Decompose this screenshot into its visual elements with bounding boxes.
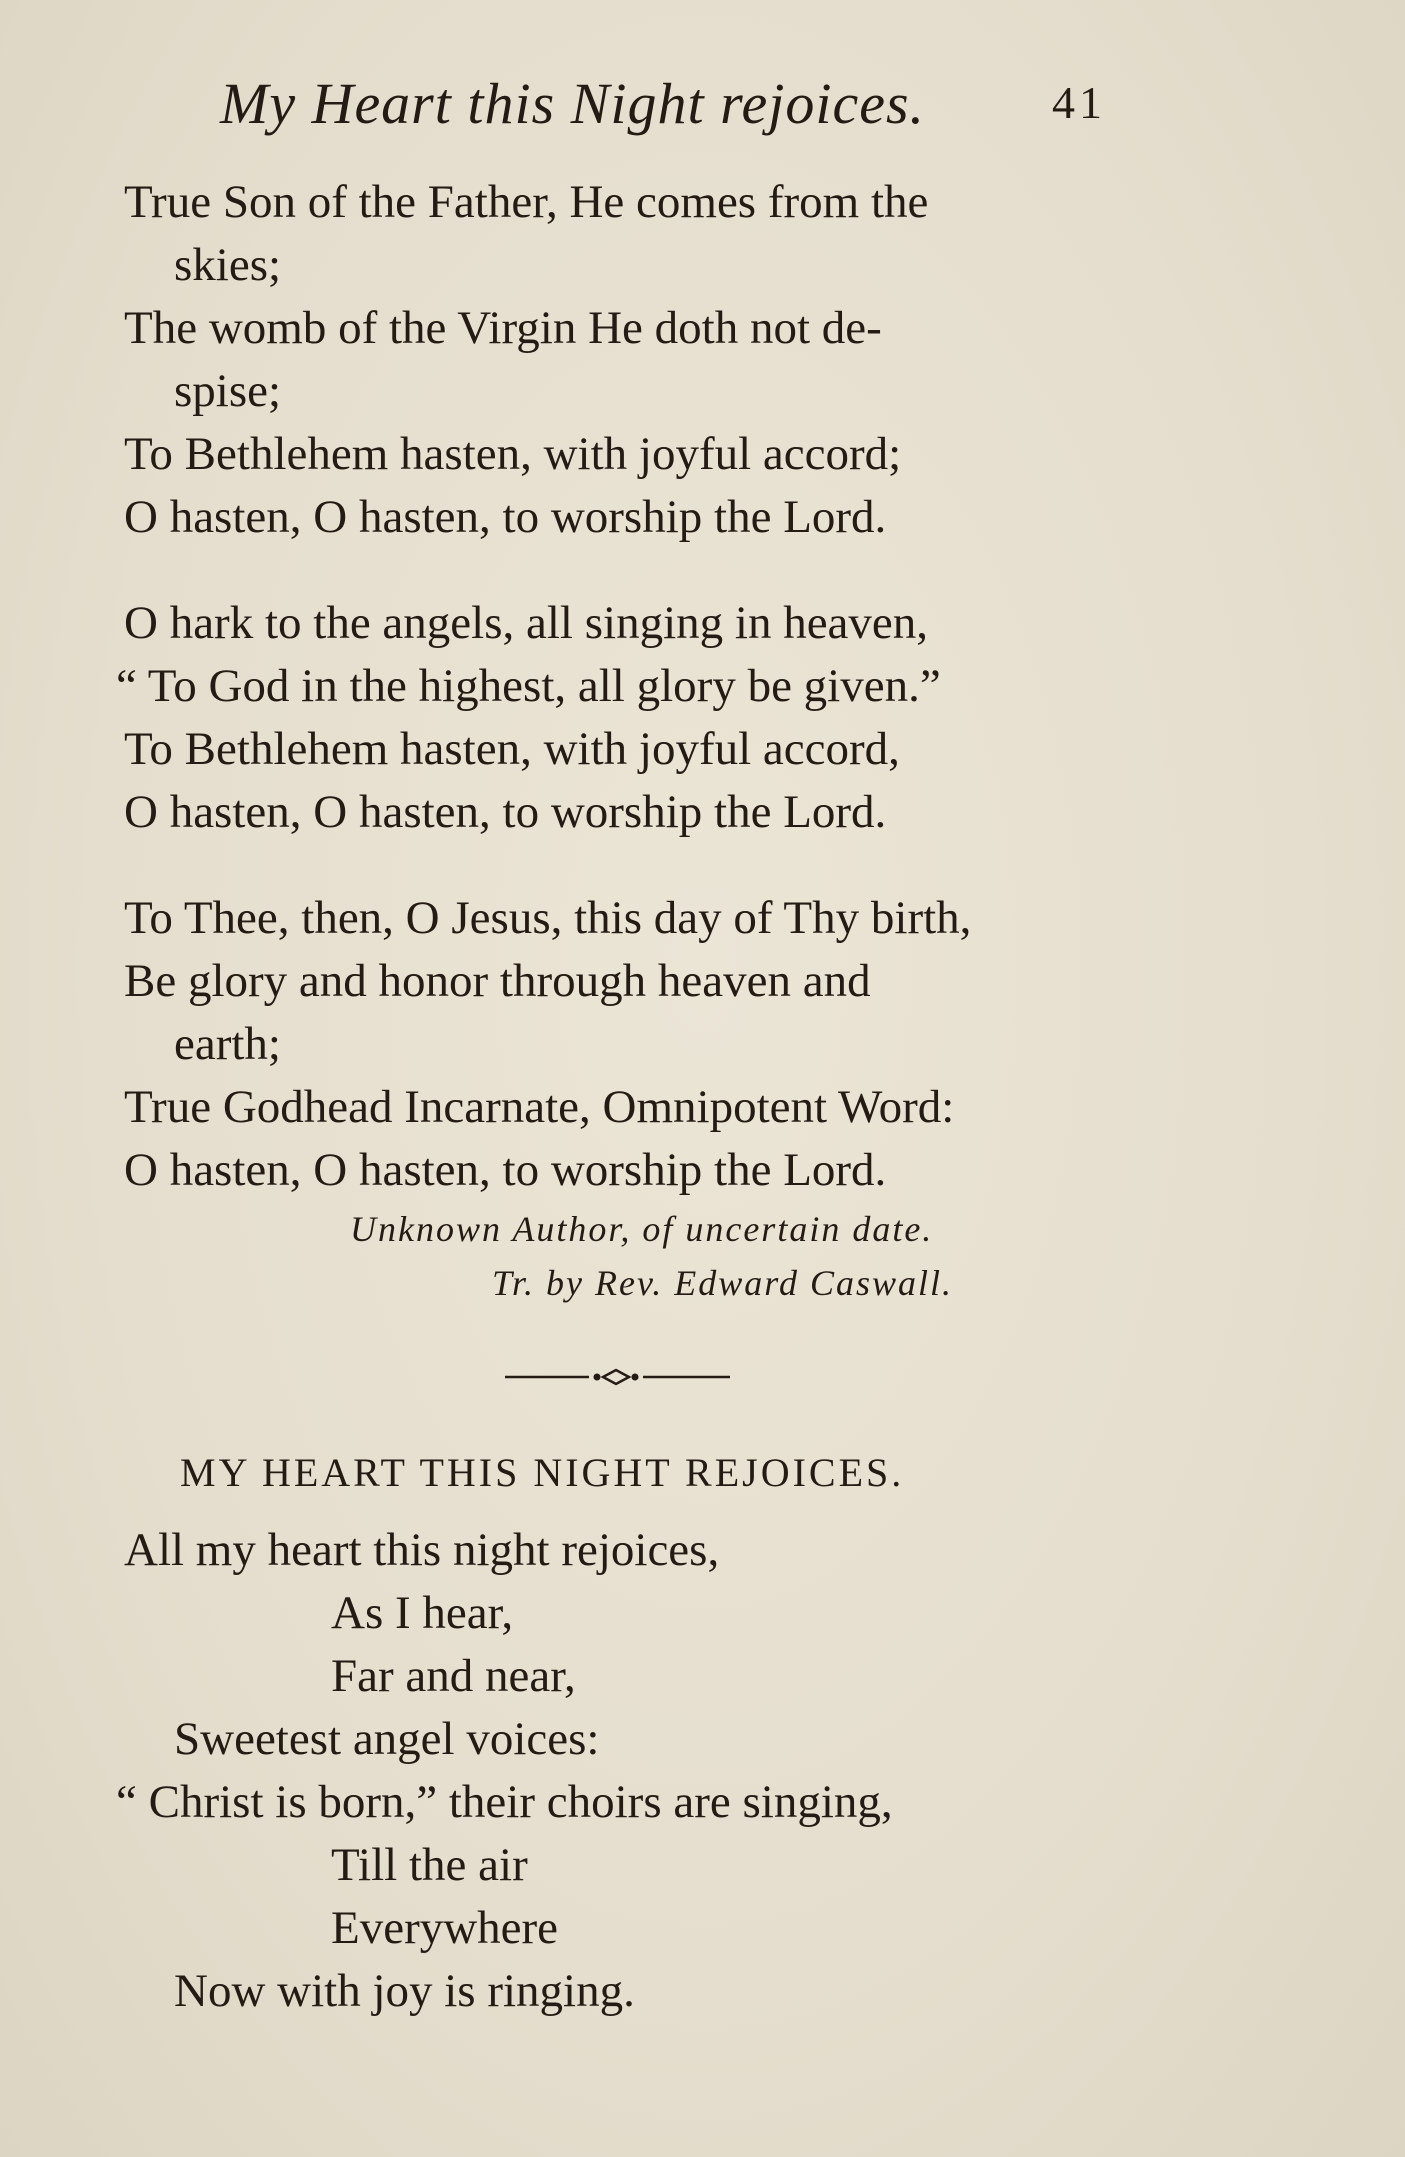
ornament-divider	[505, 1365, 730, 1389]
hymn-heading: MY HEART THIS NIGHT REJOICES.	[180, 1450, 905, 1495]
verse-line: earth;	[174, 1018, 281, 1070]
running-title: My Heart this Night rejoices.	[220, 71, 926, 136]
verse-line: All my heart this night rejoices,	[124, 1524, 720, 1576]
verse-line: Now with joy is ringing.	[174, 1965, 635, 2017]
verse-line: “ Christ is born,” their choirs are singing,	[116, 1776, 893, 1828]
ornament-icon	[505, 1365, 730, 1389]
verse-line: O hasten, O hasten, to worship the Lord.	[124, 786, 887, 838]
verse-line: To Thee, then, O Jesus, this day of Thy birth,	[124, 892, 972, 944]
verse-line: As I hear,	[331, 1587, 514, 1639]
verse-line: spise;	[174, 365, 282, 417]
verse-line: Sweetest angel voices:	[174, 1713, 600, 1765]
verse-line: Everywhere	[331, 1902, 559, 1954]
verse-line: Till the air	[331, 1839, 528, 1891]
page-number: 41	[1052, 77, 1106, 128]
verse-line: “ To God in the highest, all glory be given.”	[116, 660, 941, 712]
verse-line: Far and near,	[331, 1650, 576, 1702]
verse-line: O hark to the angels, all singing in heaven,	[124, 597, 929, 649]
verse-line: True Son of the Father, He comes from the	[124, 176, 929, 228]
attribution-author: Unknown Author, of uncertain date.	[350, 1209, 934, 1249]
verse-line: Be glory and honor through heaven and	[124, 955, 871, 1007]
verse-line: skies;	[174, 239, 282, 291]
verse-line: To Bethlehem hasten, with joyful accord,	[124, 723, 900, 775]
verse-line: The womb of the Virgin He doth not de-	[124, 302, 882, 354]
verse-line: O hasten, O hasten, to worship the Lord.	[124, 491, 887, 543]
attribution-translator: Tr. by Rev. Edward Caswall.	[492, 1263, 954, 1303]
running-head	[0, 70, 1405, 140]
verse-line: O hasten, O hasten, to worship the Lord.	[124, 1144, 887, 1196]
verse-line: True Godhead Incarnate, Omnipotent Word:	[124, 1081, 955, 1133]
verse-line: To Bethlehem hasten, with joyful accord;	[124, 428, 902, 480]
